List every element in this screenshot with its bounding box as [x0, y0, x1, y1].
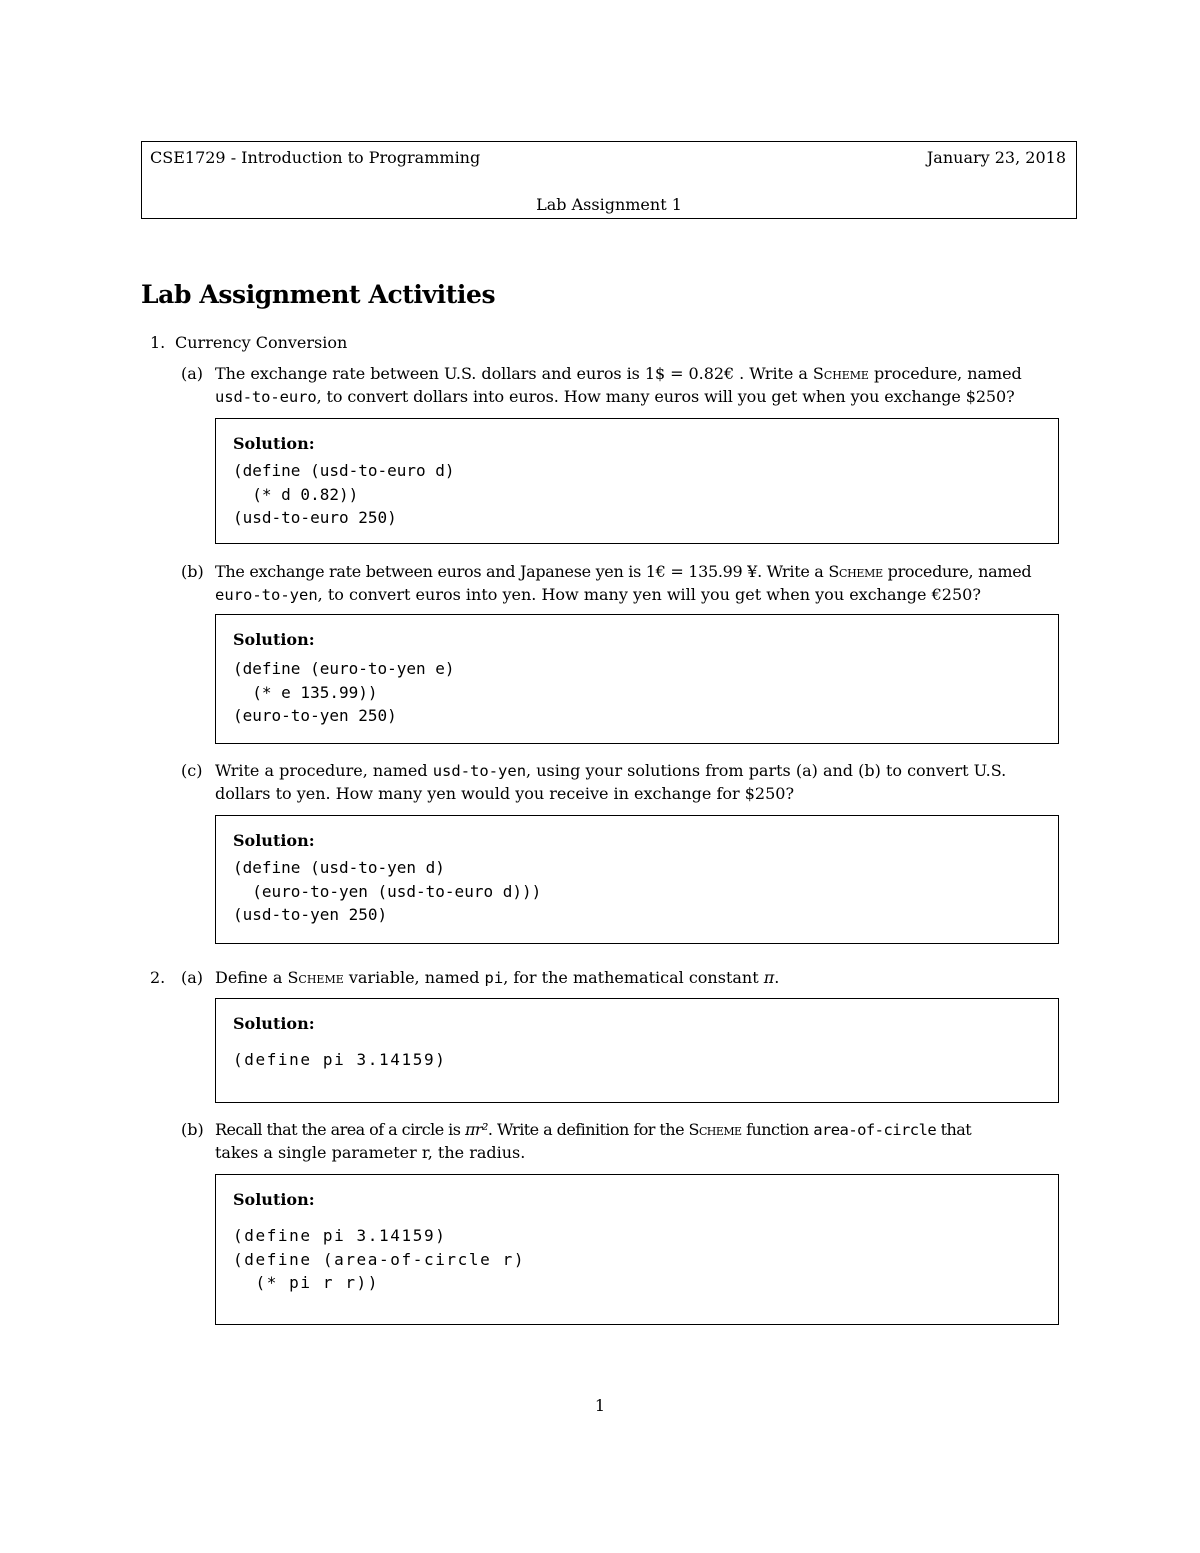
solution-box-1b: [215, 614, 1059, 744]
code-pi: pi: [484, 969, 504, 987]
q2-number: 2.: [150, 968, 166, 987]
solution-label: Solution:: [233, 831, 315, 850]
area-formula: πr²: [464, 1120, 488, 1139]
scheme-word: Scheme: [688, 1120, 742, 1139]
solution-box-2a: [215, 998, 1059, 1103]
q1a-line1: The exchange rate between U.S. dollars and euros is 1$ = 0.82€ . Write a Scheme procedure, named: [215, 364, 1022, 383]
solution-label: Solution:: [233, 434, 315, 453]
solution-label: Solution:: [233, 1014, 315, 1033]
q1-number: 1.: [150, 333, 166, 352]
solution-code-1b: (define (euro-to-yen e) (* e 135.99)) (euro-to-yen 250): [233, 659, 455, 725]
q1c-line1: Write a procedure, named usd-to-yen, using your solutions from parts (a) and (b) to convert U.S.: [215, 761, 1007, 780]
lab-title: Lab Assignment 1: [536, 195, 682, 214]
solution-label: Solution:: [233, 1190, 315, 1209]
solution-code-2b: (define pi 3.14159) (define (area-of-circle r) (* pi r r)): [233, 1226, 526, 1292]
q1c-label: (c): [181, 761, 203, 780]
code-euro-to-yen: euro-to-yen: [215, 586, 318, 604]
q1a-label: (a): [181, 364, 204, 383]
q1-title: Currency Conversion: [175, 333, 348, 352]
q2a-text: Define a Scheme variable, named pi, for the mathematical constant π.: [215, 968, 780, 987]
q1a-line2: usd-to-euro, to convert dollars into euros. How many euros will you get when you exchange $250?: [215, 387, 1015, 406]
date: January 23, 2018: [926, 148, 1066, 167]
q2b-label: (b): [181, 1120, 204, 1139]
q1b-label: (b): [181, 562, 204, 581]
solution-box-2b: [215, 1174, 1059, 1325]
code-usd-to-euro: usd-to-euro: [215, 388, 317, 406]
code-area-of-circle: area-of-circle: [813, 1121, 937, 1139]
q1c-line2: dollars to yen. How many yen would you receive in exchange for $250?: [215, 784, 795, 803]
pi-symbol: π: [763, 968, 775, 987]
solution-code-1a: (define (usd-to-euro d) (* d 0.82)) (usd-to-euro 250): [233, 461, 455, 527]
q1b-line2: euro-to-yen, to convert euros into yen. How many yen will you get when you exchange €250?: [215, 585, 981, 604]
solution-label: Solution:: [233, 630, 315, 649]
page-number: 1: [594, 1396, 606, 1415]
q2b-line2: takes a single parameter r, the radius.: [215, 1143, 526, 1162]
scheme-word: Scheme: [812, 364, 869, 383]
q2a-label: (a): [181, 968, 204, 987]
section-title: Lab Assignment Activities: [141, 280, 496, 309]
scheme-word: Scheme: [287, 968, 344, 987]
q2b-line1: Recall that the area of a circle is πr². Write a definition for the Scheme function area-of-circle that: [215, 1120, 972, 1139]
code-usd-to-yen: usd-to-yen: [432, 762, 527, 780]
solution-code-2a: (define pi 3.14159): [233, 1050, 447, 1069]
solution-box-1a: [215, 418, 1059, 544]
course-title: CSE1729 - Introduction to Programming: [150, 148, 481, 167]
solution-code-1c: (define (usd-to-yen d) (euro-to-yen (usd-to-euro d))) (usd-to-yen 250): [233, 858, 542, 924]
header-box: [141, 141, 1077, 219]
solution-box-1c: [215, 815, 1059, 944]
scheme-word: Scheme: [828, 562, 883, 581]
q1b-line1: The exchange rate between euros and Japanese yen is 1€ = 135.99 ¥. Write a Scheme procedure, named: [215, 562, 1032, 581]
